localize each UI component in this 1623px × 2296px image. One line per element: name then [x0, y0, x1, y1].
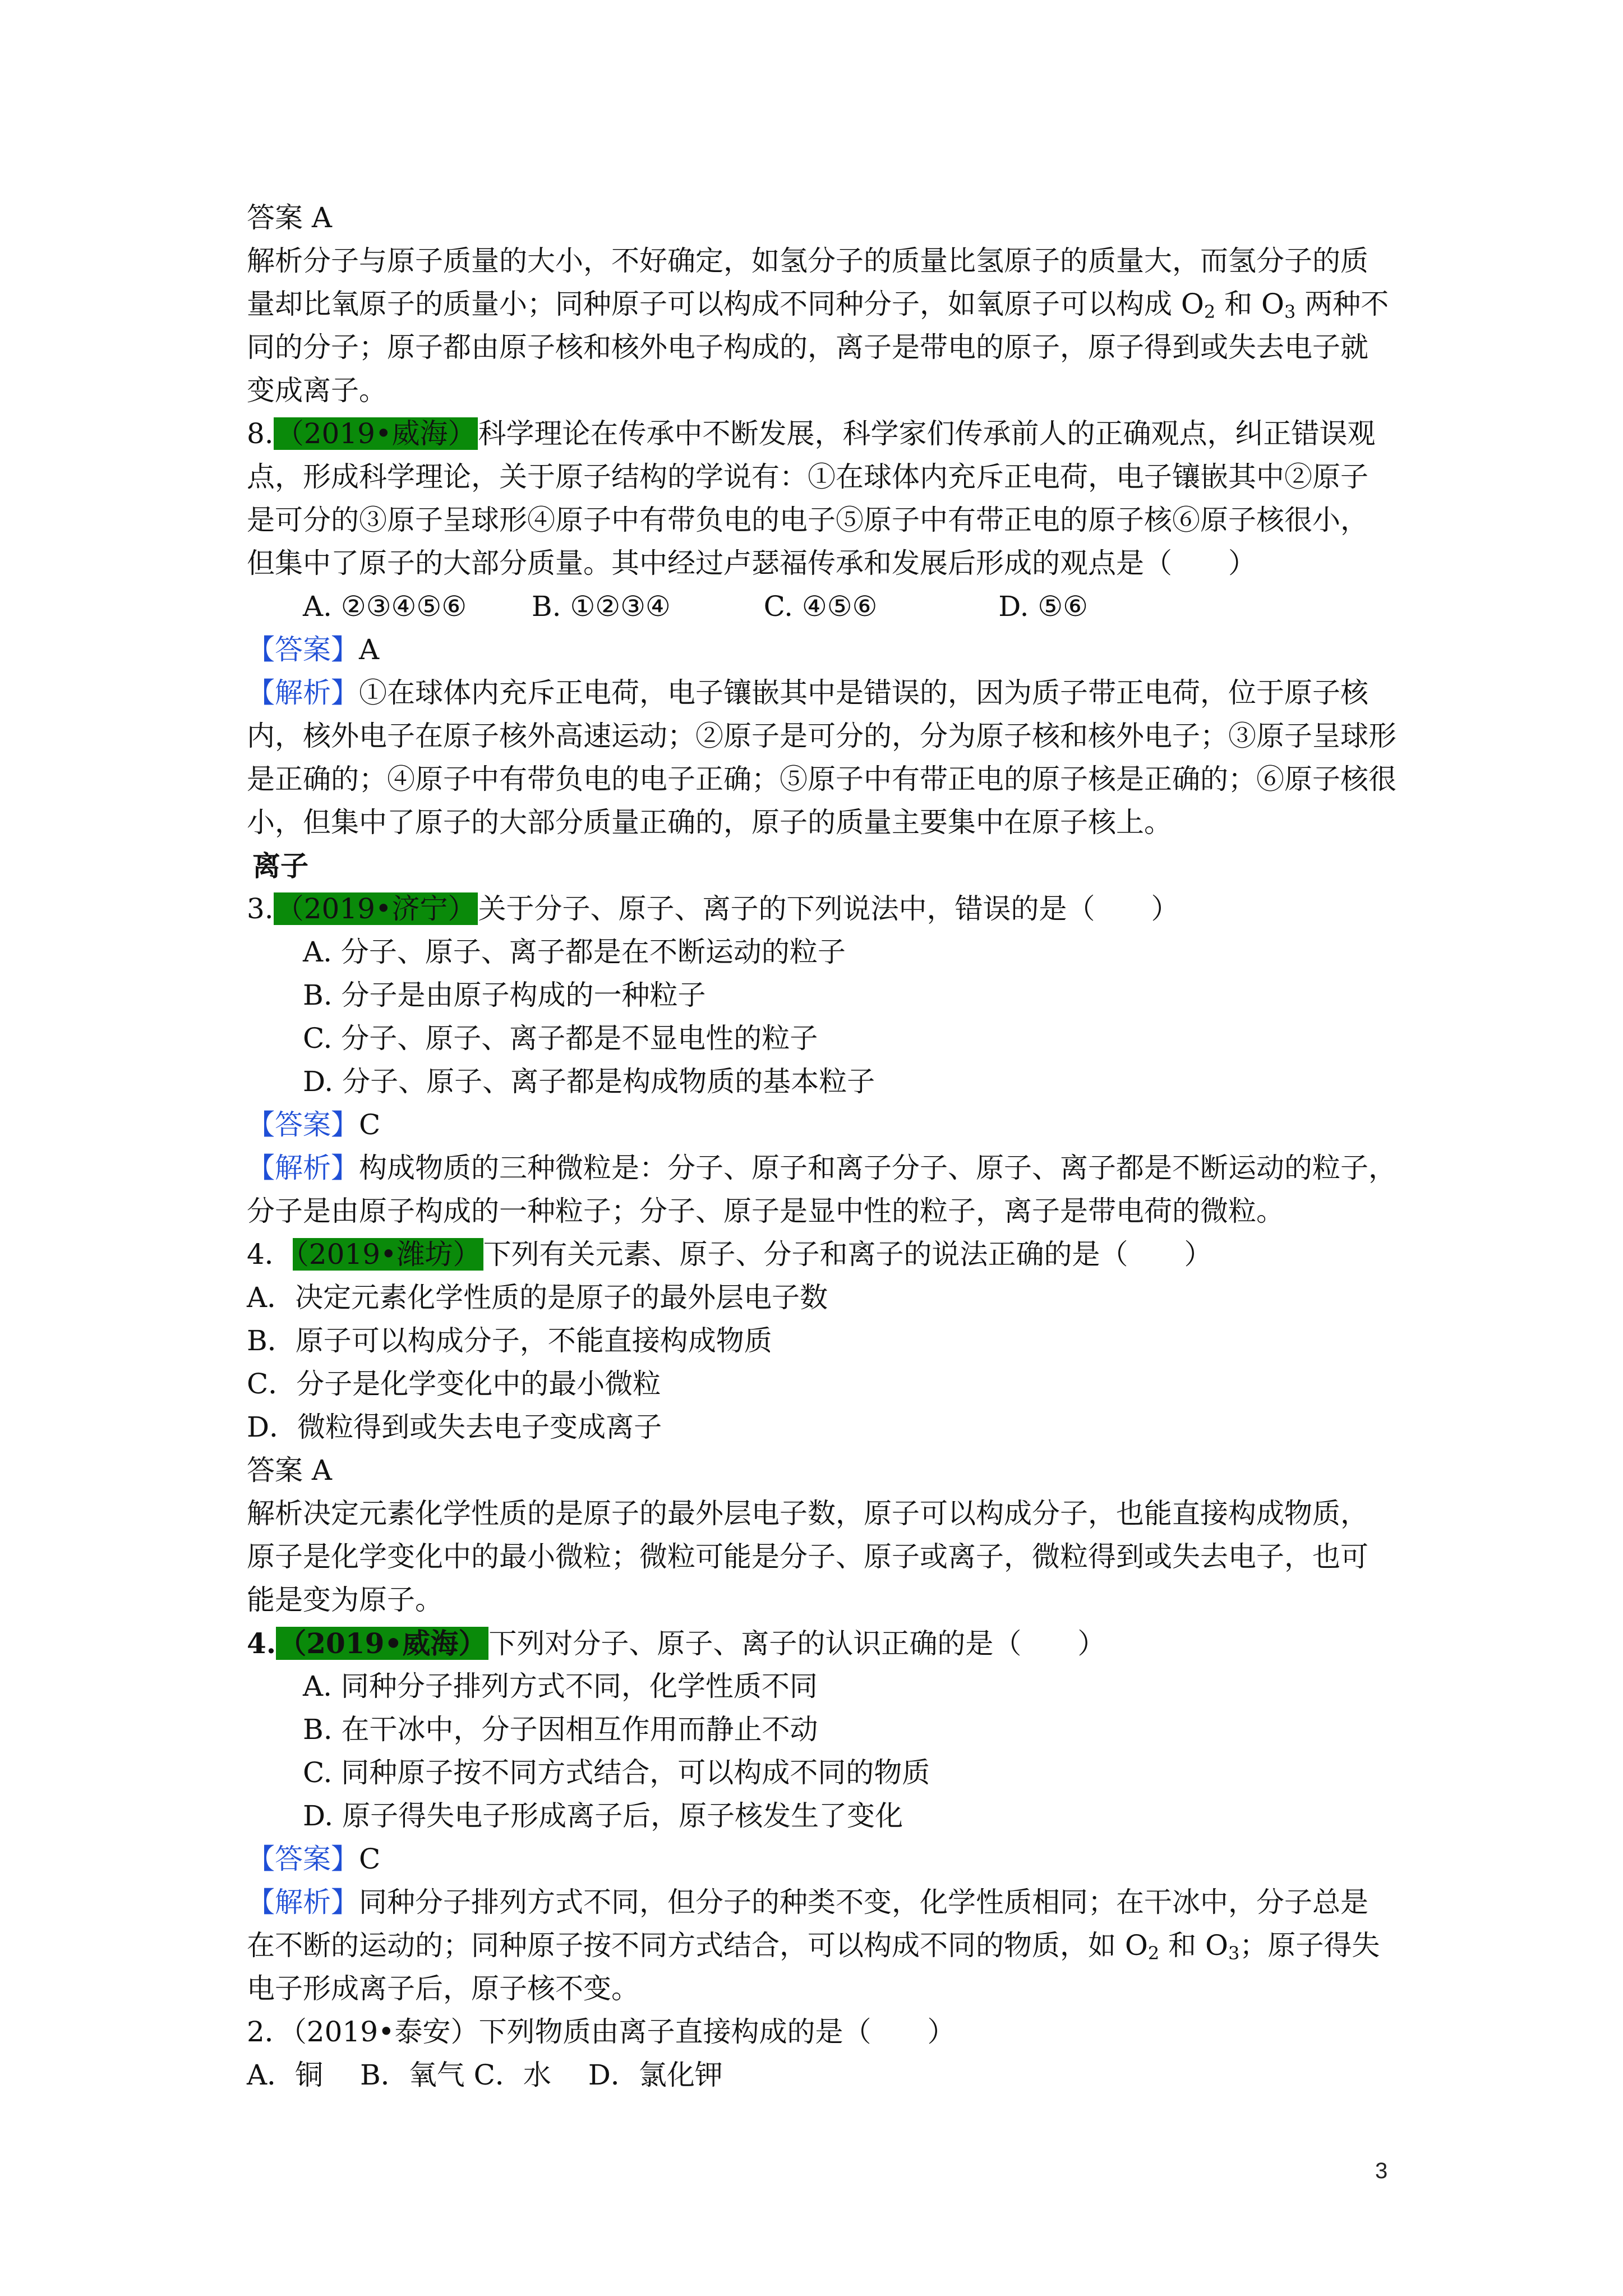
question-stem	[247, 2010, 1391, 2054]
option-a: A. 同种分子排列方式不同，化学性质不同	[303, 1670, 818, 1703]
question-stem	[247, 412, 1391, 455]
analysis-line: 是正确的；④原子中有带负电的电子正确；⑤原子中有带正电的原子核是正确的；⑥原子核很	[247, 763, 1396, 795]
subscript: 2	[1147, 1943, 1160, 1964]
option-c: C. 同种原子按不同方式结合，可以构成不同的物质	[303, 1756, 930, 1789]
analysis-label: 【解析】	[247, 1152, 359, 1184]
answer-line	[247, 1103, 1391, 1147]
question-stem	[247, 887, 1391, 931]
question-stem-cont: 但集中了原子的大部分质量。其中经过卢瑟福传承和发展后形成的观点是（ ）	[247, 547, 1256, 579]
question-number: 2．	[247, 2016, 293, 2048]
option-b: B．原子可以构成分子，不能直接构成物质	[247, 1324, 772, 1357]
question-number: 3.	[247, 892, 274, 925]
analysis-line	[247, 283, 1391, 326]
analysis-line: 小，但集中了原子的大部分质量正确的，原子的质量主要集中在原子核上。	[247, 806, 1172, 839]
analysis-line: 分子是由原子构成的一种粒子；分子、原子是显中性的粒子，离子是带电荷的微粒。	[247, 1195, 1284, 1227]
option-c: C．分子是化学变化中的最小微粒	[247, 1368, 661, 1400]
analysis-text: 在不断的运动的；同种原子按不同方式结合，可以构成不同的物质，如 O	[247, 1929, 1148, 1962]
option-b: B. 在干冰中，分子因相互作用而静止不动	[303, 1713, 818, 1746]
option-d: D．微粒得到或失去电子变成离子	[247, 1411, 662, 1443]
analysis-label: 【解析】	[247, 677, 359, 709]
analysis-text: 构成物质的三种微粒是：分子、原子和离子分子、原子、离子都是不断运动的粒子，	[359, 1152, 1396, 1184]
page-content	[247, 196, 1396, 2097]
subscript: 2	[1204, 301, 1216, 323]
analysis-text: ；原子得失	[1239, 1929, 1380, 1962]
answer-label: 【答案】	[247, 1843, 359, 1875]
analysis-line: 能是变为原子。	[247, 1584, 443, 1616]
analysis-text: 同种分子排列方式不同，但分子的种类不变，化学性质相同；在干冰中，分子总是	[359, 1886, 1368, 1918]
answer-label: 【答案】	[247, 633, 359, 666]
question-number: 8.	[247, 417, 274, 450]
analysis-text: 两种不	[1295, 288, 1389, 320]
stem-text: 关于分子、原子、离子的下列说法中，错误的是（ ）	[478, 892, 1179, 925]
option-c: C. 分子、原子、离子都是不显电性的粒子	[303, 1022, 818, 1055]
source-tag: （2019•济宁）	[274, 892, 478, 925]
analysis-line: 原子是化学变化中的最小微粒；微粒可能是分子、原子或离子，微粒得到或失去电子，也可	[247, 1540, 1368, 1573]
stem-text: 下列有关元素、原子、分子和离子的说法正确的是（ ）	[483, 1238, 1212, 1271]
question-options: A. ②③④⑤⑥ B. ①②③④ C. ④⑤⑥ D. ⑤⑥	[303, 590, 1088, 623]
option-d: D. 分子、原子、离子都是构成物质的基本粒子	[303, 1065, 875, 1098]
analysis-line	[247, 671, 1391, 715]
answer-line	[247, 628, 1391, 671]
question-number: 4.	[247, 1627, 276, 1660]
analysis-line: 电子形成离子后，原子核不变。	[247, 1972, 639, 2005]
option-a: A. 分子、原子、离子都是在不断运动的粒子	[303, 936, 846, 968]
question-number: 4．	[247, 1238, 293, 1271]
option-d: D. 原子得失电子形成离子后，原子核发生了变化	[303, 1800, 903, 1832]
analysis-text: ①在球体内充斥正电荷，电子镶嵌其中是错误的，因为质子带正电荷，位于原子核	[359, 677, 1368, 709]
question-stem-cont: 是可分的③原子呈球形④原子中有带负电的电子⑤原子中有带正电的原子核⑥原子核很小，	[247, 504, 1368, 536]
source-tag: （2019•泰安）	[292, 2016, 479, 2048]
source-tag: （2019•威海）	[276, 1627, 488, 1660]
answer-line	[247, 1838, 1391, 1881]
analysis-line	[247, 1147, 1396, 1190]
analysis-line: 同的分子；原子都由原子核和核外电子构成的，离子是带电的原子，原子得到或失去电子就	[247, 331, 1368, 364]
stem-text: 科学理论在传承中不断发展，科学家们传承前人的正确观点，纠正错误观	[478, 417, 1376, 450]
option-b: B. 分子是由原子构成的一种粒子	[303, 979, 706, 1011]
page-number: 3	[1375, 2159, 1388, 2183]
answer-line: 答案 A	[247, 1454, 333, 1487]
stem-text: 下列物质由离子直接构成的是（ ）	[478, 2016, 956, 2048]
answer-value: C	[359, 1843, 381, 1875]
analysis-label: 【解析】	[247, 1886, 359, 1918]
analysis-line	[247, 1881, 1391, 1924]
question-stem	[247, 1233, 1391, 1276]
option-a: A．决定元素化学性质的是原子的最外层电子数	[247, 1281, 828, 1314]
answer-value: C	[359, 1108, 381, 1141]
analysis-line: 解析决定元素化学性质的是原子的最外层电子数，原子可以构成分子，也能直接构成物质，	[247, 1497, 1368, 1530]
answer-label: 【答案】	[247, 1108, 359, 1141]
source-tag: （2019•潍坊）	[293, 1238, 483, 1271]
analysis-line: 解析分子与原子质量的大小，不好确定，如氢分子的质量比氢原子的质量大，而氢分子的质	[247, 245, 1368, 277]
analysis-text: 和 O	[1215, 288, 1285, 320]
source-tag: （2019•威海）	[274, 417, 478, 450]
answer-line: 答案 A	[247, 201, 333, 234]
subscript: 3	[1284, 301, 1296, 323]
analysis-text: 和 O	[1159, 1929, 1229, 1962]
analysis-line: 变成离子。	[247, 374, 387, 407]
answer-value: A	[359, 633, 380, 666]
question-stem-cont: 点，形成科学理论，关于原子结构的学说有：①在球体内充斥正电荷，电子镶嵌其中②原子	[247, 461, 1368, 493]
section-heading: 离子	[252, 849, 308, 882]
analysis-line	[247, 1924, 1391, 1967]
subscript: 3	[1228, 1943, 1240, 1964]
question-stem	[247, 1622, 1391, 1665]
analysis-line: 内，核外电子在原子核外高速运动；②原子是可分的，分为原子核和核外电子；③原子呈球形	[247, 720, 1396, 752]
stem-text: 下列对分子、原子、离子的认识正确的是（ ）	[488, 1627, 1106, 1660]
analysis-text: 量却比氧原子的质量小；同种原子可以构成不同种分子，如氧原子可以构成 O	[247, 288, 1204, 320]
question-options: A．铜 B．氧气 C．水 D．氯化钾	[247, 2059, 723, 2091]
